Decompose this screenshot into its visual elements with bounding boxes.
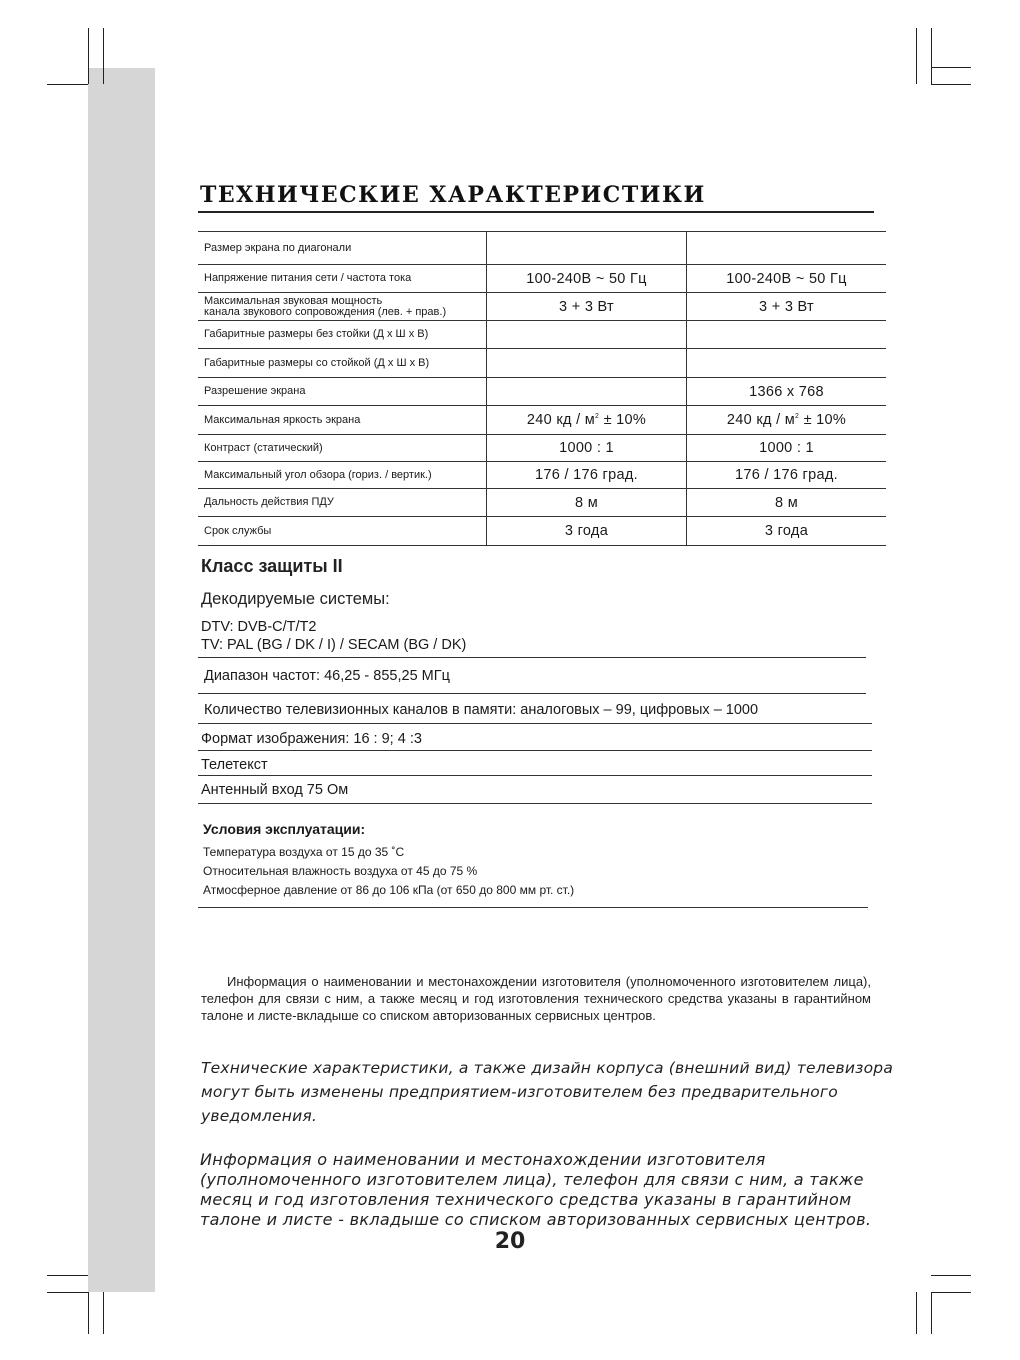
spec-label: Контраст (статический) [198, 435, 487, 462]
teletext: Телетекст [201, 757, 268, 773]
conditions-title: Условия эксплуатации: [203, 821, 366, 837]
spec-label: Максимальный угол обзора (гориз. / вертик.) [198, 462, 487, 489]
divider [198, 723, 872, 724]
side-band [88, 68, 155, 1292]
divider [198, 750, 872, 751]
crop-mark [916, 1292, 917, 1334]
crop-mark [47, 84, 88, 85]
antenna-input: Антенный вход 75 Ом [201, 782, 349, 798]
conditions-pressure: Атмосферное давление от 86 до 106 кПа (от 650 до 800 мм рт. ст.) [203, 883, 575, 897]
spec-value: 1000 : 1 [487, 435, 687, 462]
table-row [198, 435, 886, 462]
spec-value [487, 349, 687, 378]
divider [198, 775, 872, 776]
spec-value: 3 + 3 Вт [487, 293, 687, 321]
tolerance: ± 10% [603, 412, 647, 428]
crop-mark [88, 28, 89, 84]
spec-value [487, 378, 687, 406]
spec-label: Дальность действия ПДУ [198, 489, 487, 517]
spec-label-line: Максимальная звуковая мощность [204, 294, 383, 307]
crop-mark [931, 1292, 932, 1334]
divider [198, 803, 872, 804]
design-change-note: Технические характеристики, а также дизайн корпуса (внешний вид) телевизора могут быть изменены предприятием-изготовителем без предварительного уведомления. [201, 1059, 894, 1125]
table-row [198, 349, 886, 378]
manufacturer-note: Информация о наименовании и местонахождении изготовителя (уполномоченного изготовителем лица), телефон для связи с ним, а также месяц и год изготовления технического средства указаны в гарантийном талоне и листе - вкладыше со списком авторизованных сервисных центров. [200, 1150, 872, 1229]
crop-mark [931, 1292, 971, 1293]
divider [198, 693, 866, 694]
spec-value: 1366 x 768 [687, 378, 887, 406]
spec-value [687, 349, 887, 378]
spec-value [487, 406, 687, 435]
temperature-unit: ˚С [391, 845, 405, 859]
crop-mark [931, 1275, 971, 1276]
table-row [198, 321, 886, 349]
spec-value [687, 232, 887, 265]
superscript: 2 [795, 413, 800, 421]
table-row [198, 378, 886, 406]
table-row [198, 293, 886, 321]
spec-value: 3 года [687, 517, 887, 546]
crop-mark [931, 28, 932, 84]
channels-count: Количество телевизионных каналов в памяти: аналоговых – 99, цифровых – 1000 [204, 702, 759, 718]
table-row [198, 265, 886, 293]
spec-value: 8 м [687, 489, 887, 517]
table-row [198, 232, 886, 265]
spec-value: 176 / 176 град. [487, 462, 687, 489]
spec-label: Размер экрана по диагонали [198, 232, 487, 265]
decoding-title: Декодируемые системы: [201, 590, 390, 608]
crop-mark [103, 28, 104, 84]
spec-value: 8 м [487, 489, 687, 517]
spec-value: 100-240В ~ 50 Гц [487, 265, 687, 293]
spec-value: 176 / 176 град. [687, 462, 887, 489]
crop-mark [88, 1292, 89, 1334]
spec-label: Разрешение экрана [198, 378, 487, 406]
superscript: 2 [595, 413, 600, 421]
spec-value: 1000 : 1 [687, 435, 887, 462]
manufacturer-info: Информация о наименовании и местонахождении изготовителя (уполномоченного изготовителем лица), телефон для связи с ним, а также месяц и год изготовления технического средства указаны в гарантийном талоне и листе-вкладыше со списком авторизованных сервисных центров. [201, 974, 871, 1023]
conditions-humidity: Относительная влажность воздуха от 45 до 75 % [203, 864, 478, 878]
table-row [198, 406, 886, 435]
crop-mark [47, 1292, 88, 1293]
decoding-dtv: DTV: DVB-C/T/T2 [201, 619, 317, 635]
frequency-range: Диапазон частот: 46,25 - 855,25 МГц [204, 668, 450, 684]
spec-value [687, 406, 887, 435]
spec-label: Габаритные размеры без стойки (Д х Ш х В) [198, 321, 487, 349]
spec-value: 3 + 3 Вт [687, 293, 887, 321]
tolerance: ± 10% [803, 412, 847, 428]
spec-value [487, 321, 687, 349]
divider [198, 907, 868, 908]
crop-mark [916, 28, 917, 84]
page-title: ТЕХНИЧЕСКИЕ ХАРАКТЕРИСТИКИ [200, 182, 706, 208]
aspect-ratio: Формат изображения: 16 : 9; 4 :3 [201, 731, 422, 747]
spec-label: Максимальная яркость экрана [198, 406, 487, 435]
crop-mark [931, 67, 971, 68]
spec-label: Габаритные размеры со стойкой (Д х Ш х В) [198, 349, 487, 378]
crop-mark [103, 1292, 104, 1334]
decoding-tv: TV: PAL (BG / DK / I) / SECAM (BG / DK) [201, 637, 467, 653]
spec-label: Срок службы [198, 517, 487, 546]
conditions-temperature [203, 845, 404, 859]
brightness-value: 240 кд / м [726, 412, 796, 428]
spec-value: 100-240В ~ 50 Гц [687, 265, 887, 293]
table-row [198, 462, 886, 489]
crop-mark [47, 1275, 88, 1276]
spec-value [687, 321, 887, 349]
protection-class: Класс защиты II [201, 556, 343, 576]
spec-label: Напряжение питания сети / частота тока [198, 265, 487, 293]
spec-value: 3 года [487, 517, 687, 546]
table-row [198, 489, 886, 517]
temperature-text: Температура воздуха от 15 до 35 [203, 845, 392, 859]
crop-mark [931, 84, 971, 85]
specs-table [198, 231, 886, 546]
title-rule [198, 211, 874, 213]
spec-value [487, 232, 687, 265]
brightness-value: 240 кд / м [526, 412, 596, 428]
spec-label [198, 293, 487, 321]
divider [198, 657, 866, 658]
table-row [198, 517, 886, 546]
page-number: 20 [494, 1229, 526, 1254]
spec-label-line: канала звукового сопровождения (лев. + прав.) [204, 305, 447, 318]
